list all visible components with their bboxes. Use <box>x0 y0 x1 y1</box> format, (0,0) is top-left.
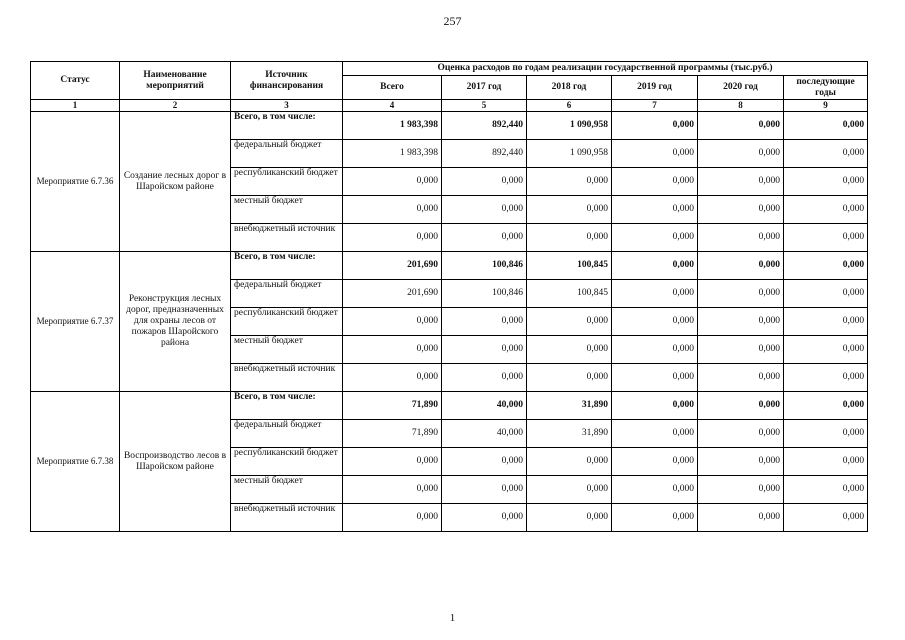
total-row <box>31 112 868 140</box>
amount-cell: 0,000 <box>698 392 784 420</box>
amount-cell: 0,000 <box>698 308 784 336</box>
funding-source-cell: местный бюджет <box>231 476 343 504</box>
page-number: 257 <box>443 14 462 28</box>
amount-cell: 40,000 <box>442 392 527 420</box>
amount-cell: 0,000 <box>527 336 612 364</box>
amount-cell: 0,000 <box>442 364 527 392</box>
amount-cell: 0,000 <box>343 168 442 196</box>
amount-cell: 0,000 <box>442 476 527 504</box>
amount-cell: 0,000 <box>343 476 442 504</box>
amount-cell: 1 983,398 <box>343 112 442 140</box>
amount-cell: 892,440 <box>442 112 527 140</box>
amount-cell: 0,000 <box>784 280 868 308</box>
status-cell: Мероприятие 6.7.37 <box>31 252 120 392</box>
column-numbers-row <box>31 100 868 112</box>
amount-cell: 0,000 <box>442 168 527 196</box>
amount-cell: 40,000 <box>442 420 527 448</box>
amount-cell: 100,845 <box>527 280 612 308</box>
amount-cell: 0,000 <box>698 112 784 140</box>
amount-cell: 0,000 <box>784 336 868 364</box>
column-number: 7 <box>612 100 698 112</box>
amount-cell: 0,000 <box>698 224 784 252</box>
amount-cell: 0,000 <box>442 448 527 476</box>
column-number: 3 <box>231 100 343 112</box>
funding-source-cell: федеральный бюджет <box>231 420 343 448</box>
amount-cell: 0,000 <box>343 504 442 532</box>
amount-cell: 0,000 <box>442 308 527 336</box>
amount-cell: 0,000 <box>612 140 698 168</box>
expenditure-table <box>30 61 868 532</box>
amount-cell: 0,000 <box>612 364 698 392</box>
amount-cell: 0,000 <box>784 448 868 476</box>
amount-cell: 0,000 <box>442 196 527 224</box>
header-year-2019: 2019 год <box>612 76 698 100</box>
amount-cell: 0,000 <box>784 196 868 224</box>
amount-cell: 0,000 <box>612 252 698 280</box>
amount-cell: 0,000 <box>698 476 784 504</box>
amount-cell: 0,000 <box>698 364 784 392</box>
amount-cell: 0,000 <box>343 448 442 476</box>
amount-cell: 100,845 <box>527 252 612 280</box>
funding-source-cell: внебюджетный источник <box>231 364 343 392</box>
funding-source-cell: республиканский бюджет <box>231 308 343 336</box>
amount-cell: 0,000 <box>527 224 612 252</box>
amount-cell: 0,000 <box>527 308 612 336</box>
amount-cell: 0,000 <box>698 196 784 224</box>
amount-cell: 1 090,958 <box>527 140 612 168</box>
amount-cell: 0,000 <box>343 308 442 336</box>
amount-cell: 0,000 <box>784 140 868 168</box>
activity-name-cell: Реконструкция лесных дорог, предназначенных для охраны лесов от пожаров Шаройского района <box>120 252 231 392</box>
amount-cell: 0,000 <box>527 364 612 392</box>
funding-source-cell: республиканский бюджет <box>231 168 343 196</box>
column-number: 1 <box>31 100 120 112</box>
amount-cell: 0,000 <box>527 476 612 504</box>
amount-cell: 0,000 <box>612 504 698 532</box>
amount-cell: 71,890 <box>343 420 442 448</box>
amount-cell: 0,000 <box>698 252 784 280</box>
amount-cell: 0,000 <box>784 392 868 420</box>
amount-cell: 0,000 <box>784 112 868 140</box>
amount-cell: 100,846 <box>442 252 527 280</box>
header-expenditure-group: Оценка расходов по годам реализации государственной программы (тыс.руб.) <box>343 62 868 76</box>
table-body <box>31 112 868 532</box>
footer-mark: 1 <box>449 612 456 624</box>
funding-source-cell: внебюджетный источник <box>231 224 343 252</box>
amount-cell: 0,000 <box>343 364 442 392</box>
funding-source-cell: Всего, в том числе: <box>231 252 343 280</box>
header-later-years: последующие годы <box>784 76 868 100</box>
total-row <box>31 392 868 420</box>
amount-cell: 0,000 <box>698 140 784 168</box>
amount-cell: 0,000 <box>784 252 868 280</box>
amount-cell: 0,000 <box>612 476 698 504</box>
amount-cell: 100,846 <box>442 280 527 308</box>
amount-cell: 892,440 <box>442 140 527 168</box>
amount-cell: 0,000 <box>442 336 527 364</box>
header-source: Источник финансирования <box>231 62 343 100</box>
amount-cell: 0,000 <box>612 420 698 448</box>
amount-cell: 0,000 <box>612 392 698 420</box>
header-total: Всего <box>343 76 442 100</box>
amount-cell: 0,000 <box>784 224 868 252</box>
funding-source-cell: местный бюджет <box>231 336 343 364</box>
funding-source-cell: федеральный бюджет <box>231 140 343 168</box>
funding-source-cell: местный бюджет <box>231 196 343 224</box>
funding-source-cell: Всего, в том числе: <box>231 392 343 420</box>
amount-cell: 0,000 <box>612 224 698 252</box>
amount-cell: 0,000 <box>612 168 698 196</box>
amount-cell: 0,000 <box>527 196 612 224</box>
activity-name-cell: Создание лесных дорог в Шаройском районе <box>120 112 231 252</box>
amount-cell: 71,890 <box>343 392 442 420</box>
total-row <box>31 252 868 280</box>
amount-cell: 0,000 <box>612 280 698 308</box>
amount-cell: 0,000 <box>784 308 868 336</box>
amount-cell: 0,000 <box>784 168 868 196</box>
header-year-2018: 2018 год <box>527 76 612 100</box>
amount-cell: 0,000 <box>784 504 868 532</box>
funding-source-cell: внебюджетный источник <box>231 504 343 532</box>
header-name: Наименование мероприятий <box>120 62 231 100</box>
amount-cell: 0,000 <box>784 364 868 392</box>
amount-cell: 201,690 <box>343 252 442 280</box>
funding-source-cell: федеральный бюджет <box>231 280 343 308</box>
amount-cell: 0,000 <box>698 280 784 308</box>
amount-cell: 0,000 <box>612 448 698 476</box>
amount-cell: 0,000 <box>698 504 784 532</box>
amount-cell: 31,890 <box>527 420 612 448</box>
amount-cell: 0,000 <box>612 308 698 336</box>
amount-cell: 31,890 <box>527 392 612 420</box>
amount-cell: 0,000 <box>612 196 698 224</box>
activity-name-cell: Воспроизводство лесов в Шаройском районе <box>120 392 231 532</box>
column-number: 9 <box>784 100 868 112</box>
column-number: 4 <box>343 100 442 112</box>
amount-cell: 0,000 <box>343 196 442 224</box>
column-number: 6 <box>527 100 612 112</box>
status-cell: Мероприятие 6.7.36 <box>31 112 120 252</box>
amount-cell: 0,000 <box>784 476 868 504</box>
amount-cell: 0,000 <box>442 504 527 532</box>
funding-source-cell: Всего, в том числе: <box>231 112 343 140</box>
amount-cell: 0,000 <box>527 448 612 476</box>
amount-cell: 1 090,958 <box>527 112 612 140</box>
amount-cell: 0,000 <box>527 504 612 532</box>
column-number: 2 <box>120 100 231 112</box>
amount-cell: 0,000 <box>442 224 527 252</box>
column-number: 8 <box>698 100 784 112</box>
amount-cell: 0,000 <box>698 448 784 476</box>
amount-cell: 0,000 <box>612 336 698 364</box>
amount-cell: 1 983,398 <box>343 140 442 168</box>
status-cell: Мероприятие 6.7.38 <box>31 392 120 532</box>
amount-cell: 0,000 <box>698 168 784 196</box>
amount-cell: 0,000 <box>343 224 442 252</box>
amount-cell: 0,000 <box>527 168 612 196</box>
header-year-2020: 2020 год <box>698 76 784 100</box>
column-number: 5 <box>442 100 527 112</box>
header-status: Статус <box>31 62 120 100</box>
header-year-2017: 2017 год <box>442 76 527 100</box>
amount-cell: 0,000 <box>343 336 442 364</box>
amount-cell: 201,690 <box>343 280 442 308</box>
funding-source-cell: республиканский бюджет <box>231 448 343 476</box>
amount-cell: 0,000 <box>698 420 784 448</box>
amount-cell: 0,000 <box>698 336 784 364</box>
amount-cell: 0,000 <box>612 112 698 140</box>
amount-cell: 0,000 <box>784 420 868 448</box>
